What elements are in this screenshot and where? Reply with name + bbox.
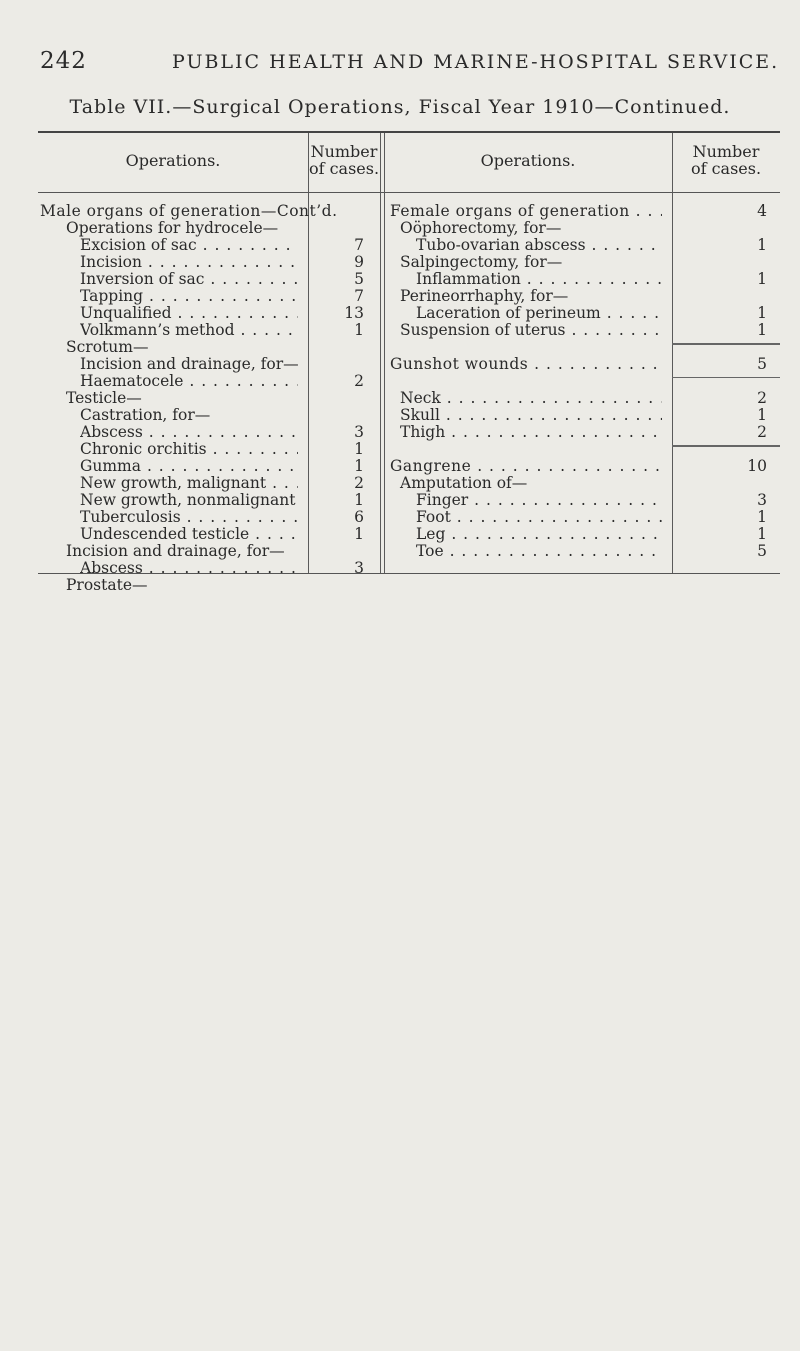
page-header <box>0 48 800 82</box>
running-head: PUBLIC HEALTH AND MARINE-HOSPITAL SERVICE. <box>172 51 780 73</box>
table-row: Excision of sac . . . 7 <box>0 237 800 254</box>
table-row: Inversion of sac . . . 5 <box>0 271 800 288</box>
table-row: Foot . . . 1 <box>0 509 800 526</box>
table-row: Abscess . . . 3 <box>0 560 800 577</box>
table-row: Leg . . . 1 <box>0 526 800 543</box>
table-row: Tubo-ovarian abscess . . . 1 <box>0 237 800 254</box>
table-row: Tapping . . . 7 <box>0 288 800 305</box>
section-rule <box>672 377 780 378</box>
section-rule <box>672 343 780 345</box>
table-row: Neck . . . 2 <box>0 390 800 407</box>
table-row: Skull . . . 1 <box>0 407 800 424</box>
table-row: Gangrene . . . 10 <box>0 458 800 475</box>
table-row: Male organs of generation—Cont’d. <box>40 202 338 220</box>
table-row: Laceration of perineum . . . 1 <box>0 305 800 322</box>
table-row: Volkmann’s method . . . 1 <box>0 322 800 339</box>
table-row: Gunshot wounds . . . 5 <box>0 356 800 373</box>
table-row: New growth, nonmalignant . . . 1 <box>0 492 800 509</box>
page-number: 242 <box>40 48 87 74</box>
table-row: Undescended testicle . . . 1 <box>0 526 800 543</box>
table-row: Finger . . . 3 <box>0 492 800 509</box>
header-bottom-rule <box>38 192 780 193</box>
table-row: Operations for hydrocele— <box>66 219 279 237</box>
table-row: Amputation of— <box>400 474 528 492</box>
table-row: Oöphorectomy, for— <box>400 219 562 237</box>
table-row: Female organs of generation . . . 4 <box>0 203 800 220</box>
table-row: Incision and drainage, for— <box>66 542 285 560</box>
table-row: Suspension of uterus . . . 1 <box>0 322 800 339</box>
table-row: Chronic orchitis . . . 1 <box>0 441 800 458</box>
table-row: Abscess . . . 3 <box>0 424 800 441</box>
header-operations-right: Operations. <box>480 151 576 170</box>
table-row: Unqualified . . . 13 <box>0 305 800 322</box>
table-row: New growth, malignant . . . 2 <box>0 475 800 492</box>
table-row: Prostate— <box>66 576 148 594</box>
table-row: Haematocele . . . 2 <box>0 373 800 390</box>
header-operations-left: Operations. <box>125 151 221 170</box>
table-row: Incision and drainage, for— <box>80 355 299 373</box>
table-row: Salpingectomy, for— <box>400 253 563 271</box>
table-row: Inflammation . . . 1 <box>0 271 800 288</box>
table-top-rule <box>38 131 780 133</box>
table-row: Toe . . . 5 <box>0 543 800 560</box>
table-row: Castration, for— <box>80 406 211 424</box>
table-title: Table VII.—Surgical Operations, Fiscal Year 1910—Continued. <box>69 96 731 118</box>
table-row: Gumma . . . 1 <box>0 458 800 475</box>
table-row: Testicle— <box>66 389 142 407</box>
table-row: Incision . . . 9 <box>0 254 800 271</box>
table-row: Scrotum— <box>66 338 149 356</box>
table-row: Thigh . . . 2 <box>0 424 800 441</box>
table-row: Tuberculosis . . . 6 <box>0 509 800 526</box>
header-number-left: Number of cases. <box>308 142 380 178</box>
table-row: Perineorrhaphy, for— <box>400 287 569 305</box>
header-number-right: Number of cases. <box>690 142 762 178</box>
section-rule <box>672 445 780 447</box>
